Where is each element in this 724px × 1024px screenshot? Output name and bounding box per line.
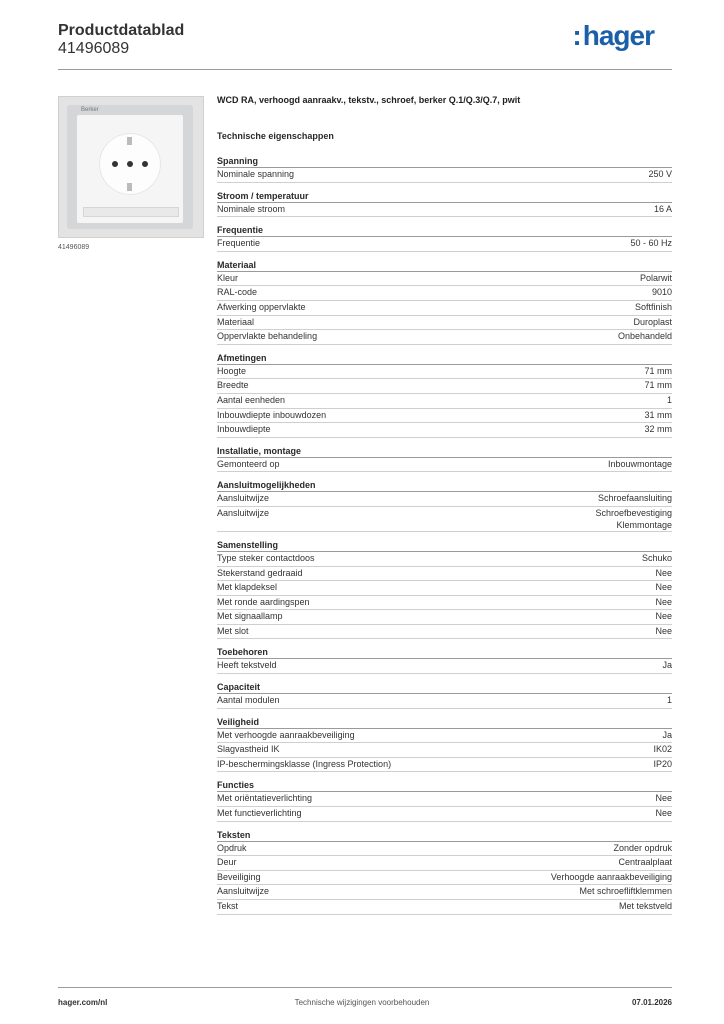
socket-insert	[77, 115, 183, 223]
spec-label: Met verhoogde aanraakbeveiliging	[217, 729, 355, 740]
spec-label: Afwerking oppervlakte	[217, 301, 306, 312]
spec-section	[217, 224, 672, 252]
brand-mark-icon: Berker	[81, 107, 99, 113]
spec-section	[217, 539, 672, 640]
spec-row	[217, 596, 672, 611]
product-image	[58, 96, 204, 238]
spec-label: Aantal eenheden	[217, 394, 286, 405]
spec-label: Met signaallamp	[217, 611, 283, 622]
spec-row	[217, 409, 672, 424]
spec-label: Breedte	[217, 380, 249, 391]
spec-row	[217, 507, 672, 532]
spec-row	[217, 807, 672, 822]
spec-content	[217, 95, 672, 922]
spec-sections	[217, 155, 672, 915]
spec-value: Met schroefliftklemmen	[579, 886, 672, 897]
spec-label: Oppervlakte behandeling	[217, 331, 318, 342]
spec-section	[217, 829, 672, 915]
spec-section	[217, 352, 672, 438]
footer-date: 07.01.2026	[631, 998, 672, 1007]
spec-label: Aansluitwijze	[217, 886, 270, 897]
spec-label: Inbouwdiepte inbouwdozen	[217, 409, 327, 420]
section-title: Installatie, montage	[217, 445, 672, 458]
spec-label: Hoogte	[217, 365, 247, 376]
spec-label: Aantal modulen	[217, 695, 280, 706]
spec-section	[217, 681, 672, 709]
spec-label: Type steker contactdoos	[217, 552, 315, 563]
spec-value: Onbehandeld	[617, 331, 672, 342]
spec-section	[217, 259, 672, 345]
logo-text: hager	[582, 20, 654, 51]
text-field-strip	[83, 207, 179, 217]
spec-value: Zonder opdruk	[613, 842, 672, 853]
spec-value: Nee	[655, 567, 672, 578]
spec-value: 1	[666, 394, 672, 405]
spec-row	[217, 423, 672, 438]
spec-value: 1	[666, 695, 672, 706]
pin-hole-icon	[112, 161, 118, 167]
spec-row	[217, 610, 672, 625]
spec-value: Schroefaansluiting	[597, 493, 672, 504]
spec-row	[217, 203, 672, 218]
spec-value: Verhoogde aanraakbeveiliging	[550, 871, 672, 882]
spec-label: Heeft tekstveld	[217, 660, 277, 671]
spec-row	[217, 842, 672, 857]
spec-row	[217, 301, 672, 316]
header-divider	[58, 69, 672, 70]
properties-heading: Technische eigenschappen	[217, 131, 334, 141]
spec-value: Nee	[655, 625, 672, 636]
section-title: Veiligheid	[217, 716, 672, 729]
section-title: Toebehoren	[217, 646, 672, 659]
spec-row	[217, 900, 672, 915]
section-title: Frequentie	[217, 224, 672, 237]
pin-hole-icon	[142, 161, 148, 167]
spec-row	[217, 394, 672, 409]
spec-label: Met ronde aardingspen	[217, 596, 310, 607]
spec-row	[217, 286, 672, 301]
spec-label: IP-beschermingsklasse (Ingress Protection)	[217, 758, 392, 769]
spec-value: Centraalplaat	[618, 857, 672, 868]
spec-label: Beveiliging	[217, 871, 261, 882]
spec-section	[217, 190, 672, 218]
spec-label: Met klapdeksel	[217, 582, 278, 593]
spec-label: Nominale stroom	[217, 203, 286, 214]
socket-cover-plate	[67, 105, 193, 229]
spec-value	[595, 507, 672, 531]
spec-label: Aansluitwijze	[217, 507, 270, 518]
spec-value: Softfinish	[634, 301, 672, 312]
spec-row	[217, 237, 672, 252]
spec-value: Nee	[655, 582, 672, 593]
spec-label: Aansluitwijze	[217, 493, 270, 504]
spec-row	[217, 694, 672, 709]
section-title: Aansluitmogelijkheden	[217, 479, 672, 492]
section-title: Capaciteit	[217, 681, 672, 694]
spec-value: 71 mm	[644, 380, 672, 391]
spec-value: Nee	[655, 793, 672, 804]
spec-label: Nominale spanning	[217, 169, 295, 179]
spec-row	[217, 792, 672, 807]
spec-row	[217, 743, 672, 758]
spec-label: Kleur	[217, 272, 239, 283]
spec-value: IK02	[653, 744, 672, 755]
spec-row	[217, 659, 672, 674]
hager-logo: :hager	[572, 20, 654, 51]
spec-row	[217, 871, 672, 886]
spec-value: Nee	[655, 596, 672, 607]
spec-row	[217, 492, 672, 507]
spec-label: Opdruk	[217, 842, 247, 853]
earth-clip-icon	[127, 137, 132, 145]
spec-row	[217, 758, 672, 773]
spec-value-line: Klemmontage	[616, 519, 672, 530]
spec-row	[217, 581, 672, 596]
spec-label: Materiaal	[217, 316, 255, 327]
spec-value: Polarwit	[639, 272, 672, 283]
footer-divider	[58, 987, 672, 988]
spec-row	[217, 379, 672, 394]
spec-value: 9010	[651, 287, 672, 298]
spec-value: 32 mm	[644, 424, 672, 435]
image-caption: 41496089	[58, 244, 90, 251]
spec-section	[217, 155, 672, 183]
section-title: Afmetingen	[217, 352, 672, 365]
spec-label: Met slot	[217, 625, 249, 636]
spec-row	[217, 552, 672, 567]
spec-row	[217, 729, 672, 744]
spec-row	[217, 625, 672, 640]
spec-value: Inbouwmontage	[607, 458, 672, 469]
section-title: Materiaal	[217, 259, 672, 272]
spec-row	[217, 272, 672, 287]
section-title: Spanning	[217, 155, 672, 168]
spec-label: Inbouwdiepte	[217, 424, 271, 435]
spec-section	[217, 445, 672, 473]
spec-label: Stekerstand gedraaid	[217, 567, 303, 578]
spec-value: Nee	[655, 611, 672, 622]
spec-label: Gemonteerd op	[217, 458, 280, 469]
spec-row	[217, 856, 672, 871]
spec-section	[217, 779, 672, 821]
earth-clip-icon	[127, 183, 132, 191]
spec-value: IP20	[653, 758, 672, 769]
page-header	[58, 20, 672, 68]
spec-value: 31 mm	[644, 409, 672, 420]
footer-disclaimer: Technische wijzigingen voorbehouden	[294, 998, 430, 1007]
spec-label: Met functieverlichting	[217, 808, 302, 819]
spec-label: Tekst	[217, 901, 239, 911]
section-title: Teksten	[217, 829, 672, 842]
spec-value: 50 - 60 Hz	[630, 238, 672, 249]
spec-label: Met oriëntatieverlichting	[217, 793, 313, 804]
spec-value: Nee	[655, 808, 672, 819]
spec-row	[217, 458, 672, 473]
spec-row	[217, 316, 672, 331]
pin-hole-icon	[127, 161, 133, 167]
spec-label: Deur	[217, 857, 237, 868]
document-title: Productdatablad	[58, 22, 185, 39]
spec-section	[217, 716, 672, 773]
spec-label: RAL-code	[217, 287, 258, 298]
spec-label: Slagvastheid IK	[217, 744, 280, 755]
section-title: Functies	[217, 779, 672, 792]
spec-value: 250 V	[648, 169, 672, 179]
spec-value: Ja	[662, 660, 672, 671]
spec-row	[217, 365, 672, 380]
spec-section	[217, 479, 672, 532]
section-title: Stroom / temperatuur	[217, 190, 672, 203]
socket-recess	[99, 133, 161, 195]
spec-row	[217, 330, 672, 345]
section-title: Samenstelling	[217, 539, 672, 552]
spec-value-line: Schroefbevestiging	[595, 507, 672, 518]
document-number: 41496089	[58, 40, 130, 57]
spec-section	[217, 646, 672, 674]
spec-label: Frequentie	[217, 238, 261, 249]
spec-value: 71 mm	[644, 365, 672, 376]
spec-row	[217, 168, 672, 183]
spec-value: 16 A	[653, 203, 672, 214]
spec-value: Ja	[662, 729, 672, 740]
spec-row	[217, 567, 672, 582]
spec-value: Schuko	[641, 552, 672, 563]
footer-website: hager.com/nl	[58, 998, 108, 1007]
spec-value: Met tekstveld	[618, 901, 672, 911]
spec-row	[217, 885, 672, 900]
product-description: WCD RA, verhoogd aanraakv., tekstv., schroef, berker Q.1/Q.3/Q.7, pwit	[217, 95, 521, 105]
spec-value: Duroplast	[633, 316, 672, 327]
